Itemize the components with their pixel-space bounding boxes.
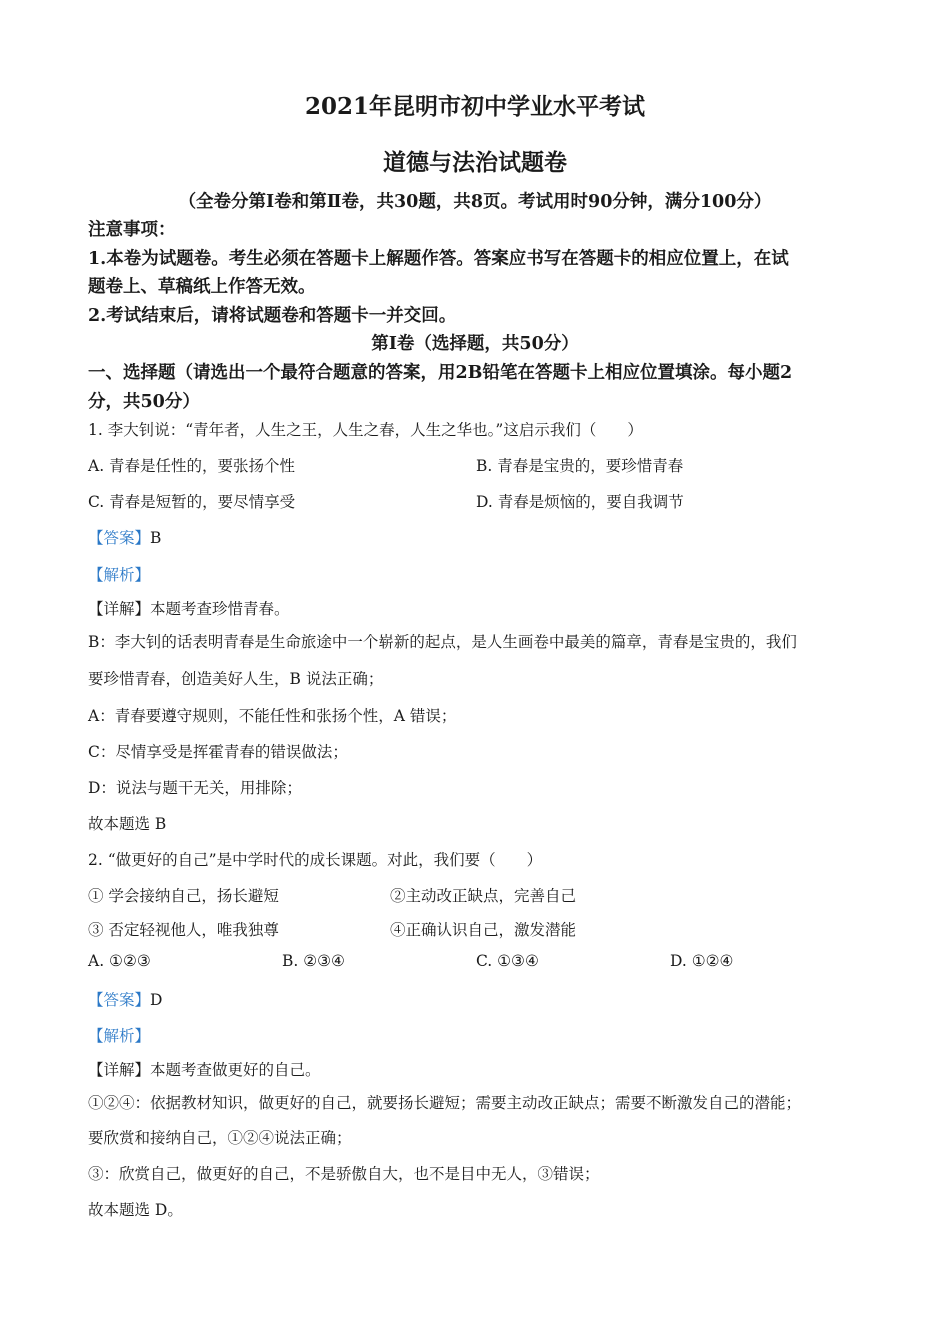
q1-detail [88, 597, 290, 619]
section-heading-line2: 分，共50分） [88, 392, 200, 412]
q2-option-d: D. ①②④ [670, 952, 734, 970]
q2-option-c: C. ①③④ [476, 952, 539, 970]
q2-analysis-line1: ①②④：依据教材知识，做更好的自己，就要扬长避短；需要主动改正缺点；需要不断激发自己的潜能； [88, 1094, 802, 1112]
exam-subtitle: 道德与法治试题卷 [383, 149, 567, 176]
q2-analysis-line3: ③：欣赏自己，做更好的自己，不是骄傲自大，也不是目中无人，③错误； [88, 1165, 600, 1183]
q1-answer-tag: 【答案】 [88, 529, 151, 547]
q1-analysis-line4: C：尽情享受是挥霍青春的错误做法； [88, 743, 348, 761]
section-heading-line1: 一、选择题（请选出一个最符合题意的答案，用2B铅笔在答题卡上相应位置填涂。每小题2 [88, 363, 793, 383]
q1-analysis-line3: A：青春要遵守规则，不能任性和张扬个性，A 错误； [88, 707, 457, 725]
q2-item-1: ① 学会接纳自己，扬长避短 [88, 887, 279, 905]
q2-answer-tag: 【答案】 [88, 991, 151, 1009]
q2-detail-tag: 【详解】 [88, 1061, 151, 1079]
q1-answer [88, 526, 161, 548]
q1-detail-text: 本题考查珍惜青春。 [150, 600, 290, 618]
q2-detail [88, 1058, 321, 1080]
q2-option-b: B. ②③④ [282, 952, 345, 970]
q1-option-a: A. 青春是任性的，要张扬个性 [88, 457, 296, 475]
part-title: 第Ⅰ卷（选择题，共50分） [371, 334, 579, 354]
exam-info: （全卷分第Ⅰ卷和第Ⅱ卷，共30题，共8页。考试用时90分钟，满分100分） [178, 192, 772, 212]
q1-stem: 1. 李大钊说：“青年者，人生之王，人生之春，人生之华也。”这启示我们（ ） [88, 421, 643, 439]
q2-stem: 2. “做更好的自己”是中学时代的成长课题。对此，我们要（ ） [88, 851, 543, 869]
q2-detail-text: 本题考查做更好的自己。 [150, 1061, 321, 1079]
q2-item-4: ④正确认识自己，激发潜能 [390, 921, 577, 939]
q1-answer-value: B [150, 529, 162, 547]
q2-item-2: ②主动改正缺点，完善自己 [390, 887, 577, 905]
exam-title: 2021年昆明市初中学业水平考试 [304, 93, 645, 120]
q1-option-c: C. 青春是短暂的，要尽情享受 [88, 493, 296, 511]
notice-2: 2.考试结束后，请将试题卷和答题卡一并交回。 [88, 306, 457, 326]
q1-detail-tag: 【详解】 [88, 600, 151, 618]
q1-option-d: D. 青春是烦恼的，要自我调节 [476, 493, 684, 511]
q2-answer-value: D [150, 991, 163, 1009]
q2-analysis-line2: 要欣赏和接纳自己，①②④说法正确； [88, 1129, 352, 1147]
q1-analysis-tag: 【解析】 [88, 566, 151, 584]
notice-1-line1: 1.本卷为试题卷。考生必须在答题卡上解题作答。答案应书写在答题卡的相应位置上，在试 [88, 249, 789, 269]
q1-analysis-line1: B：李大钊的话表明青春是生命旅途中一个崭新的起点，是人生画卷中最美的篇章，青春是宝贵的，我们 [88, 633, 797, 651]
q1-analysis-line5: D：说法与题干无关，用排除； [88, 779, 302, 797]
q1-analysis-line2: 要珍惜青春，创造美好人生，B 说法正确； [88, 670, 384, 688]
q2-answer [88, 988, 162, 1010]
q1-option-b: B. 青春是宝贵的，要珍惜青春 [476, 457, 684, 475]
notice-1-line2: 题卷上、草稿纸上作答无效。 [88, 277, 316, 297]
q2-conclusion: 故本题选 D。 [88, 1201, 183, 1219]
notice-heading: 注意事项： [88, 220, 176, 240]
q1-conclusion: 故本题选 B [88, 815, 167, 833]
q2-item-3: ③ 否定轻视他人，唯我独尊 [88, 921, 279, 939]
q2-analysis-tag: 【解析】 [88, 1027, 151, 1045]
q2-option-a: A. ①②③ [88, 952, 151, 970]
